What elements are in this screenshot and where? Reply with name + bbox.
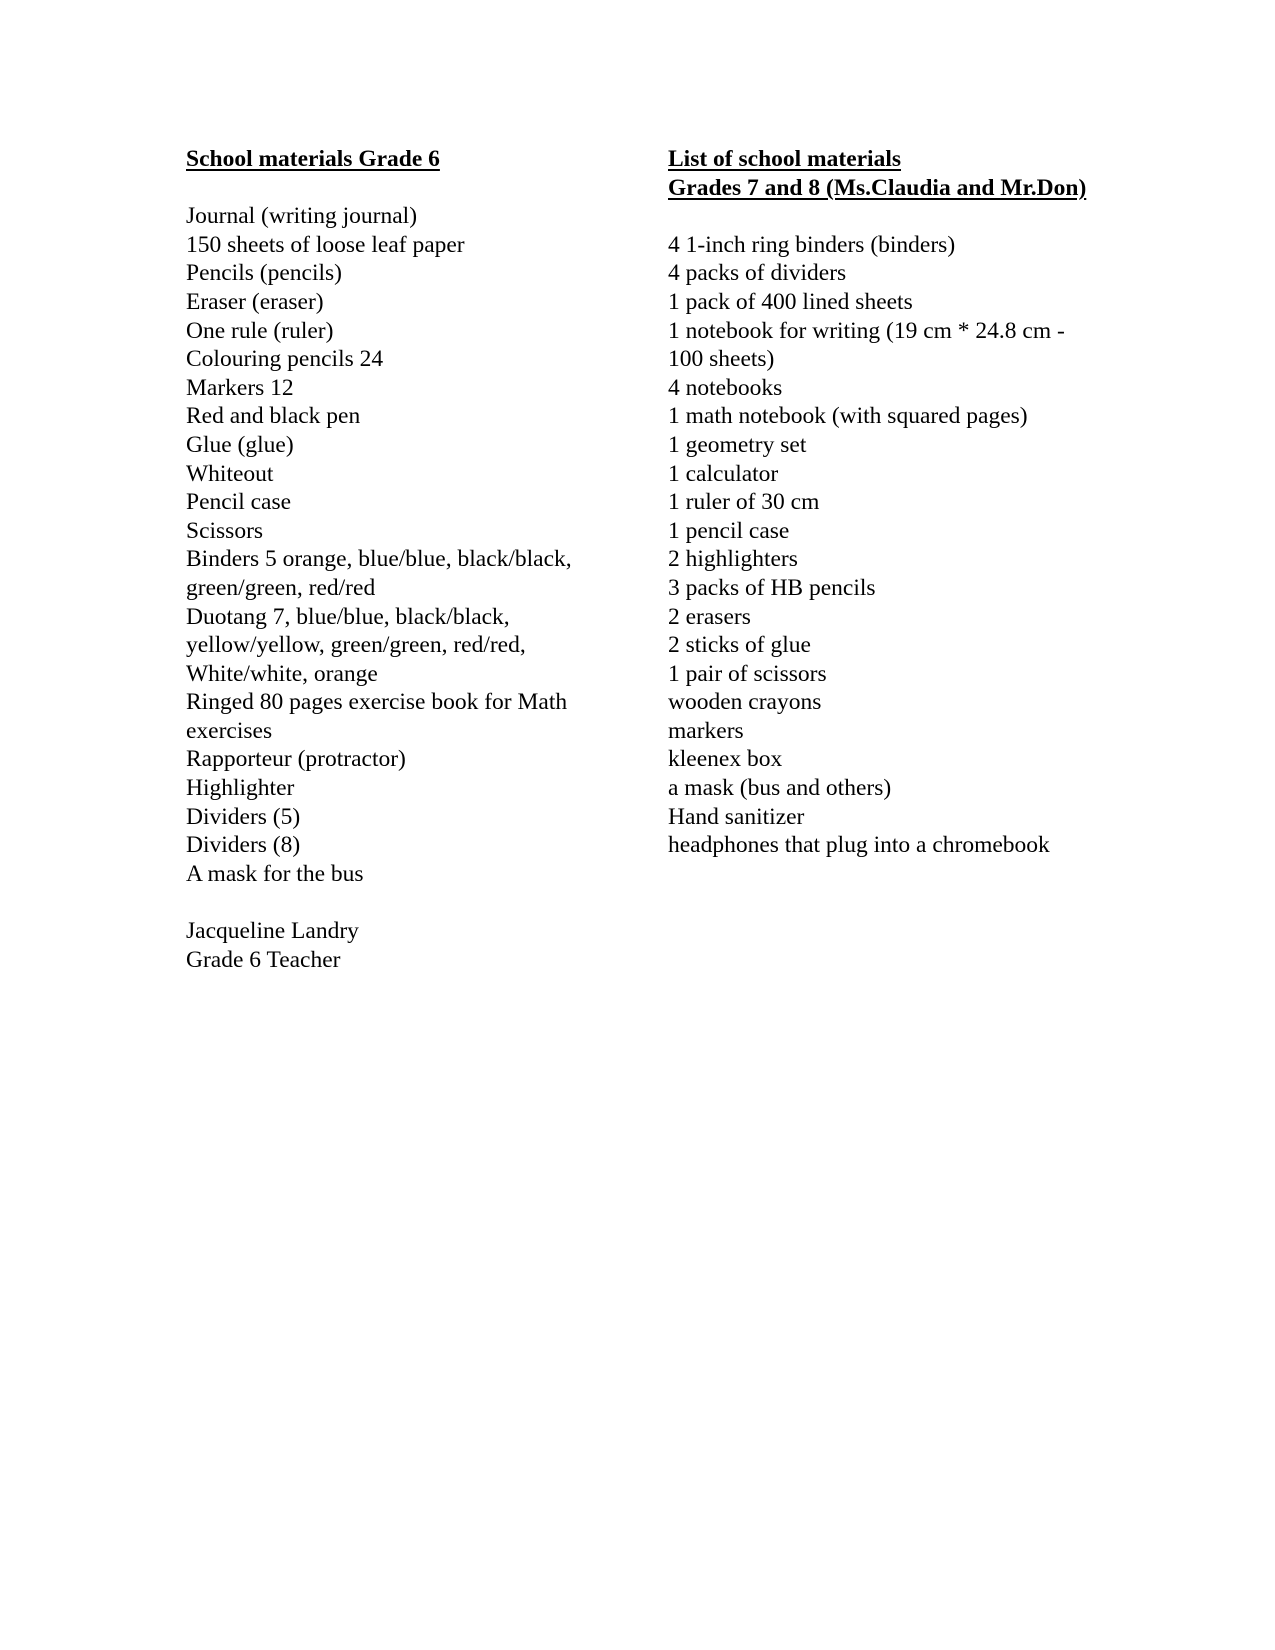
list-item: 4 packs of dividers <box>668 260 847 287</box>
grade6-heading: School materials Grade 6 <box>186 146 440 172</box>
list-item: Pencils (pencils) <box>186 260 342 287</box>
list-item: Rapporteur (protractor) <box>186 746 406 773</box>
list-item: 1 pencil case <box>668 517 790 544</box>
list-item: Scissors <box>186 517 264 544</box>
list-item: 1 pack of 400 lined sheets <box>668 288 913 315</box>
signature-title: Grade 6 Teacher <box>186 946 341 973</box>
grade6-column <box>186 145 616 974</box>
list-item: 3 packs of HB pencils <box>668 574 876 601</box>
list-item: A mask for the bus <box>186 860 364 887</box>
list-item: Journal (writing journal) <box>186 203 418 230</box>
list-item: 150 sheets of loose leaf paper <box>186 231 465 258</box>
list-item: 1 geometry set <box>668 431 807 458</box>
list-item: Binders 5 orange, blue/blue, black/black, green/green, red/red <box>186 546 572 601</box>
grade6-list <box>186 202 616 888</box>
spacer <box>668 202 1088 231</box>
list-item: 1 calculator <box>668 460 779 487</box>
list-item: 1 ruler of 30 cm <box>668 489 820 516</box>
list-item: Colouring pencils 24 <box>186 346 384 373</box>
list-item: 1 pair of scissors <box>668 660 827 687</box>
spacer <box>186 888 616 917</box>
list-item: Red and black pen <box>186 403 361 430</box>
list-item: 4 notebooks <box>668 374 783 401</box>
list-item: 4 1-inch ring binders (binders) <box>668 231 956 258</box>
grades78-heading-line1: List of school materials <box>668 146 902 172</box>
list-item: Markers 12 <box>186 374 294 401</box>
list-item: Pencil case <box>186 489 292 516</box>
grades78-list <box>668 231 1088 860</box>
list-item: markers <box>668 717 744 744</box>
list-item: Glue (glue) <box>186 431 294 458</box>
list-item: 2 sticks of glue <box>668 632 811 659</box>
list-item: Eraser (eraser) <box>186 288 324 315</box>
list-item: Ringed 80 pages exercise book for Math exercises <box>186 689 568 744</box>
list-item: 1 math notebook (with squared pages) <box>668 403 1028 430</box>
list-item: Duotang 7, blue/blue, black/black, yellow/yellow, green/green, red/red, White/white, orange <box>186 603 526 687</box>
list-item: a mask (bus and others) <box>668 775 892 802</box>
list-item: Whiteout <box>186 460 274 487</box>
list-item: Dividers (5) <box>186 803 301 830</box>
spacer <box>186 174 616 203</box>
list-item: Dividers (8) <box>186 832 301 859</box>
list-item: kleenex box <box>668 746 783 773</box>
grades78-heading-line2: Grades 7 and 8 (Ms.Claudia and Mr.Don) <box>668 174 1087 201</box>
list-item: headphones that plug into a chromebook <box>668 832 1050 859</box>
list-item: 2 highlighters <box>668 546 798 573</box>
grades78-column <box>668 145 1088 860</box>
list-item: wooden crayons <box>668 689 822 716</box>
list-item: 1 notebook for writing (19 cm * 24.8 cm - 100 sheets) <box>668 317 1065 373</box>
list-item: Highlighter <box>186 775 295 802</box>
signature-name: Jacqueline Landry <box>186 918 359 945</box>
list-item: Hand sanitizer <box>668 803 805 830</box>
list-item: 2 erasers <box>668 603 751 630</box>
list-item: One rule (ruler) <box>186 317 334 344</box>
